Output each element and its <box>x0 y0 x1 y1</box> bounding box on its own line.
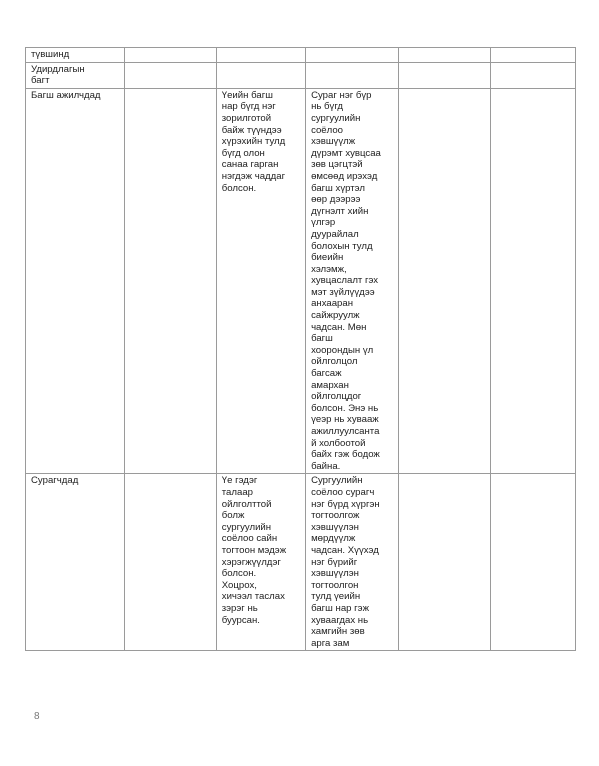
table-cell <box>216 48 305 63</box>
table-cell <box>399 88 490 474</box>
table-cell <box>216 62 305 88</box>
cell-text: Сураг нэг бүр нь бүгд сургуулийн соёлоо хэвшүүлж дүрэмт хувцсаа зөв цэгцтэй өмсөөд ирэхэд багш хүртэл өөр дээрээ дүгнэлт хийн үлгэр дуурайлал болохын тулд биеийн хэлэмж, хувцаслалт гэх мэт зүйлүүдээ анхааран сайжруулж чадсан. Мөн багш хоорондын үл ойлголцол багсаж амархан ойлголцдог болсон. Энэ нь үеэр нь хувааж ажиллуулсанта й холбоотой байх гэж бодож байна. <box>311 89 381 472</box>
row-label: түвшинд <box>31 49 70 60</box>
row-label-cell <box>26 48 125 63</box>
table-cell <box>490 474 575 651</box>
table-cell <box>306 48 399 63</box>
page-number: 8 <box>34 711 40 722</box>
table-cell <box>399 62 490 88</box>
table-cell <box>399 474 490 651</box>
table-cell <box>399 48 490 63</box>
table-row <box>26 48 576 63</box>
cell-text: Үеийн багш нар бүгд нэг зорилготой байж түүндээ хүрэхийн тулд бүгд олон санаа гарган нэгдэж чаддаг болсон. <box>221 89 286 194</box>
cell-text: Сургуулийн соёлоо сурагч нэг бүрд хүргэн тогтоолгож хэвшүүлэн мөрдүүлж чадсан. Хүүхэд нэг бүрийг хэвшүүлэн тогтоолгон тулд үеийн багш нар гэж хуваагдах нь хамгийн зөв арга зам <box>311 475 380 649</box>
table-cell <box>125 474 216 651</box>
table-cell <box>306 62 399 88</box>
table-cell <box>125 62 216 88</box>
table-cell <box>125 48 216 63</box>
report-table <box>25 47 576 651</box>
row-label: Багш ажилчдад <box>31 89 101 101</box>
row-label-cell <box>26 88 125 474</box>
cell-text: Үе гэдэг талаар ойлголттой болж сургуулийн соёлоо сайн тогтоон мэдэж хэрэгжүүлдэг болсон. Хоцрох, хичээл таслах зэрэг нь буурсан. <box>221 475 287 626</box>
row-label: Сурагчдад <box>31 475 79 487</box>
table-cell <box>216 474 305 651</box>
table-cell <box>490 88 575 474</box>
row-label-cell <box>26 474 125 651</box>
table-row <box>26 62 576 88</box>
row-label: Удирдлагын багт <box>31 63 85 87</box>
table-cell <box>306 88 399 474</box>
table-row <box>26 88 576 474</box>
table-row <box>26 474 576 651</box>
table-cell <box>490 62 575 88</box>
table-cell <box>125 88 216 474</box>
table-cell <box>490 48 575 63</box>
table-cell <box>306 474 399 651</box>
row-label-cell <box>26 62 125 88</box>
table-cell <box>216 88 305 474</box>
